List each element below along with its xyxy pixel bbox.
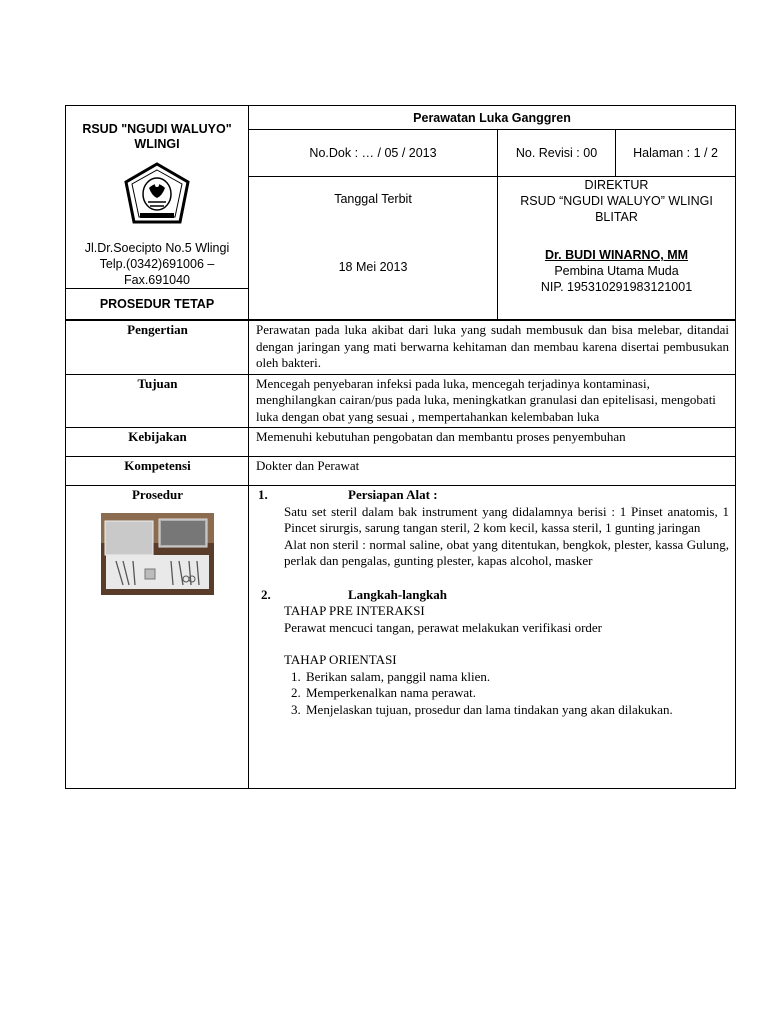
instrument-set-photo	[101, 513, 214, 595]
pengertian-text: Perawatan pada luka akibat dari luka yang sudah membusuk dan bisa melebar, ditandai dengan jaringan yang mati berwarna kehitaman dan membau karena disertai pembusukan oleh bakteri.	[249, 321, 736, 375]
hospital-cell	[66, 106, 249, 289]
revision-number: No. Revisi : 00	[498, 130, 616, 177]
alat-steril-text: Satu set steril dalam bak instrument yang didalamnya berisi : 1 Pinset anatomis, 1 Pincet sirurgis, sarung tangan steril, 2 kom kecil, kassa steril, 1 gunting jaringan	[284, 503, 729, 535]
kompetensi-label: Kompetensi	[66, 457, 249, 486]
tujuan-label: Tujuan	[66, 374, 249, 428]
list-item: 1. Berikan salam, panggil nama klien.	[304, 669, 729, 686]
document-title: Perawatan Luka Ganggren	[249, 106, 736, 130]
kebijakan-label: Kebijakan	[66, 428, 249, 457]
tahap-pre-interaksi: TAHAP PRE INTERAKSI	[284, 603, 425, 618]
procedure-label: PROSEDUR TETAP	[66, 289, 249, 320]
row-tujuan	[66, 374, 736, 428]
document-number: No.Dok : … / 05 / 2013	[249, 130, 498, 177]
header-table	[65, 105, 736, 320]
row-kebijakan	[66, 428, 736, 457]
list-item: 3. Menjelaskan tujuan, prosedur dan lama tindakan yang akan dilakukan.	[304, 702, 729, 719]
section-persiapan-alat: 1. Persiapan Alat :	[258, 487, 438, 502]
list-item: 2. Memperkenalkan nama perawat.	[304, 685, 729, 702]
row-prosedur	[66, 486, 736, 789]
section-langkah: 2. Langkah-langkah	[261, 586, 447, 602]
issue-date-label: Tanggal Terbit	[334, 192, 412, 206]
issue-date-value: 18 Mei 2013	[338, 260, 408, 274]
tujuan-text: Mencegah penyebaran infeksi pada luka, mencegah terjadinya kontaminasi, menghilangkan cairan/pus pada luka, meningkatkan granulasi dan epitelisasi, mengobati luka dengan obat yang sesuai , mempertahankan kelembaban luka	[249, 374, 736, 428]
tahap-pre-interaksi-text: Perawat mencuci tangan, perawat melakukan verifikasi order	[284, 619, 602, 635]
kebijakan-text: Memenuhi kebutuhan pengobatan dan membantu proses penyembuhan	[249, 428, 736, 457]
prosedur-content	[249, 486, 736, 789]
kompetensi-text: Dokter dan Perawat	[249, 457, 736, 486]
signer-rank: Pembina Utama Muda	[554, 264, 679, 278]
prosedur-cell	[66, 486, 249, 789]
row-pengertian	[66, 321, 736, 375]
prosedur-label: Prosedur	[131, 487, 184, 502]
hospital-address: Jl.Dr.Soecipto No.5 Wlingi Telp.(0342)691006 – Fax.691040	[84, 241, 230, 287]
page-number: Halaman : 1 / 2	[616, 130, 736, 177]
signer-nip: NIP. 195310291983121001	[540, 280, 693, 294]
hospital-name: RSUD "NGUDI WALUYO" WLINGI	[82, 122, 232, 151]
procedure-table	[65, 320, 736, 789]
signer-name: Dr. BUDI WINARNO, MM	[544, 248, 689, 262]
director-cell: DIREKTUR RSUD “NGUDI WALUYO” WLINGI BLITAR Dr. BUDI WINARNO, MM Pembina Utama Muda NIP. 195310291983121001	[498, 177, 736, 320]
tahap-orientasi: TAHAP ORIENTASI	[284, 652, 397, 667]
hospital-logo	[122, 162, 192, 226]
issue-date-cell	[249, 177, 498, 320]
orientasi-steps	[256, 669, 729, 719]
alat-non-steril-text: Alat non steril : normal saline, obat yang ditentukan, bengkok, plester, kassa Gulung, perlak dan pengalas, gunting plester, kapas alcohol, masker	[284, 536, 729, 568]
pengertian-label: Pengertian	[66, 321, 249, 375]
row-kompetensi	[66, 457, 736, 486]
